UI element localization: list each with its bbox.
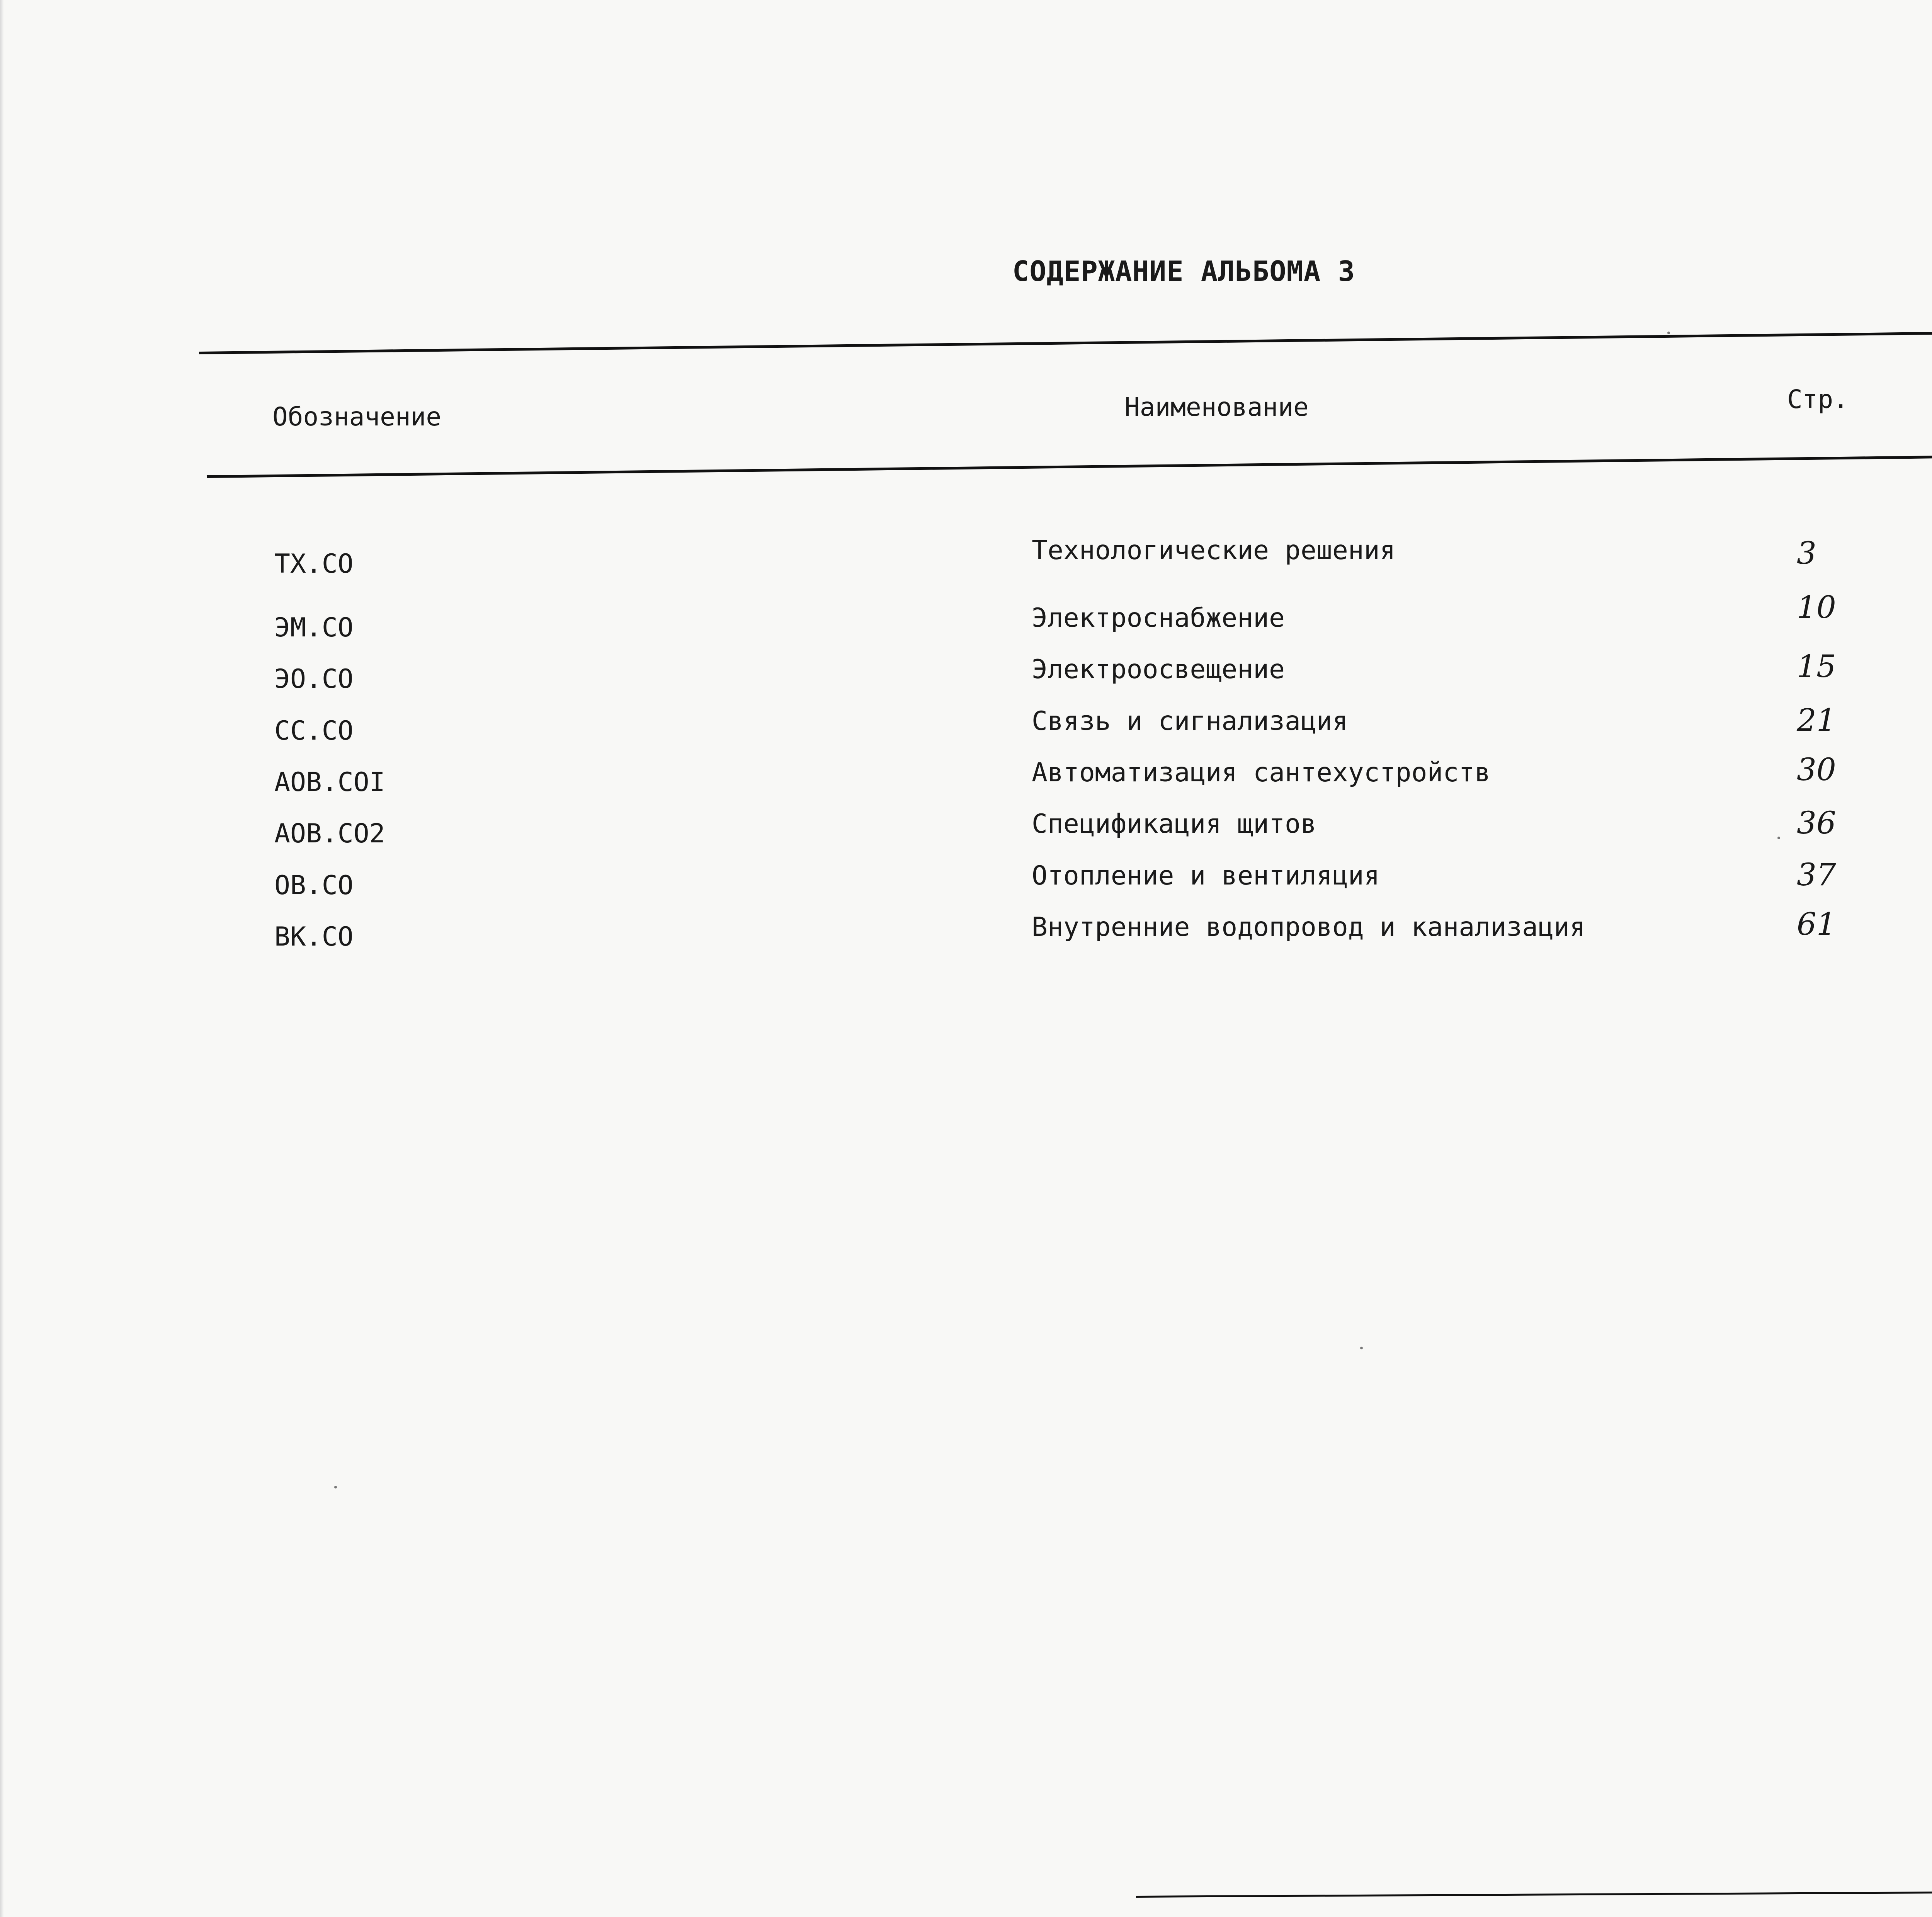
table-row xyxy=(0,702,1932,754)
table-header-rule xyxy=(207,449,1932,478)
column-header-name: Наименование xyxy=(1124,392,1309,422)
row-code: АОВ.СОI xyxy=(274,767,385,798)
row-page: 15 xyxy=(1797,648,1836,684)
row-name: Отопление и вентиляция xyxy=(1032,861,1380,891)
row-page: 36 xyxy=(1797,805,1836,841)
scan-speck xyxy=(1777,837,1780,839)
document-title: СОДЕРЖАНИЕ АЛЬБОМА 3 xyxy=(1012,255,1355,287)
table-top-rule xyxy=(199,325,1932,354)
table-row xyxy=(0,752,1932,806)
table-row xyxy=(0,535,1932,587)
row-code: ОВ.СО xyxy=(274,870,354,901)
row-name: Технологические решения xyxy=(1032,535,1396,566)
column-header-page: Стр. xyxy=(1787,384,1849,414)
bottom-rule xyxy=(1136,1888,1932,1898)
row-page: 61 xyxy=(1797,906,1836,942)
row-code: АОВ.СО2 xyxy=(274,818,385,849)
row-page: 30 xyxy=(1797,752,1836,788)
column-header-code: Обозначение xyxy=(272,402,442,432)
table-row xyxy=(0,857,1932,909)
row-name: Спецификация щитов xyxy=(1032,809,1316,839)
scan-speck xyxy=(1360,1347,1363,1349)
row-name: Автоматизация сантехустройств xyxy=(1032,757,1491,788)
row-page: 3 xyxy=(1797,535,1816,571)
row-code: ЭМ.СО xyxy=(274,612,354,643)
table-row xyxy=(0,589,1932,651)
row-name: Связь и сигнализация xyxy=(1032,706,1348,737)
row-code: СС.СО xyxy=(274,716,354,746)
scan-speck xyxy=(1667,332,1670,334)
table-row xyxy=(0,648,1932,703)
table-row xyxy=(0,906,1932,960)
row-code: ТХ.СО xyxy=(274,549,354,579)
row-page: 21 xyxy=(1797,702,1836,738)
row-name: Внутренние водопровод и канализация xyxy=(1032,912,1585,942)
row-code: ЭО.СО xyxy=(274,664,354,694)
scan-speck xyxy=(334,1486,337,1488)
row-code: ВК.СО xyxy=(274,922,354,952)
row-name: Электроосвещение xyxy=(1032,654,1285,685)
row-page: 10 xyxy=(1797,589,1836,625)
row-name: Электроснабжение xyxy=(1032,603,1285,633)
row-page: 37 xyxy=(1797,857,1836,893)
table-row xyxy=(0,805,1932,857)
